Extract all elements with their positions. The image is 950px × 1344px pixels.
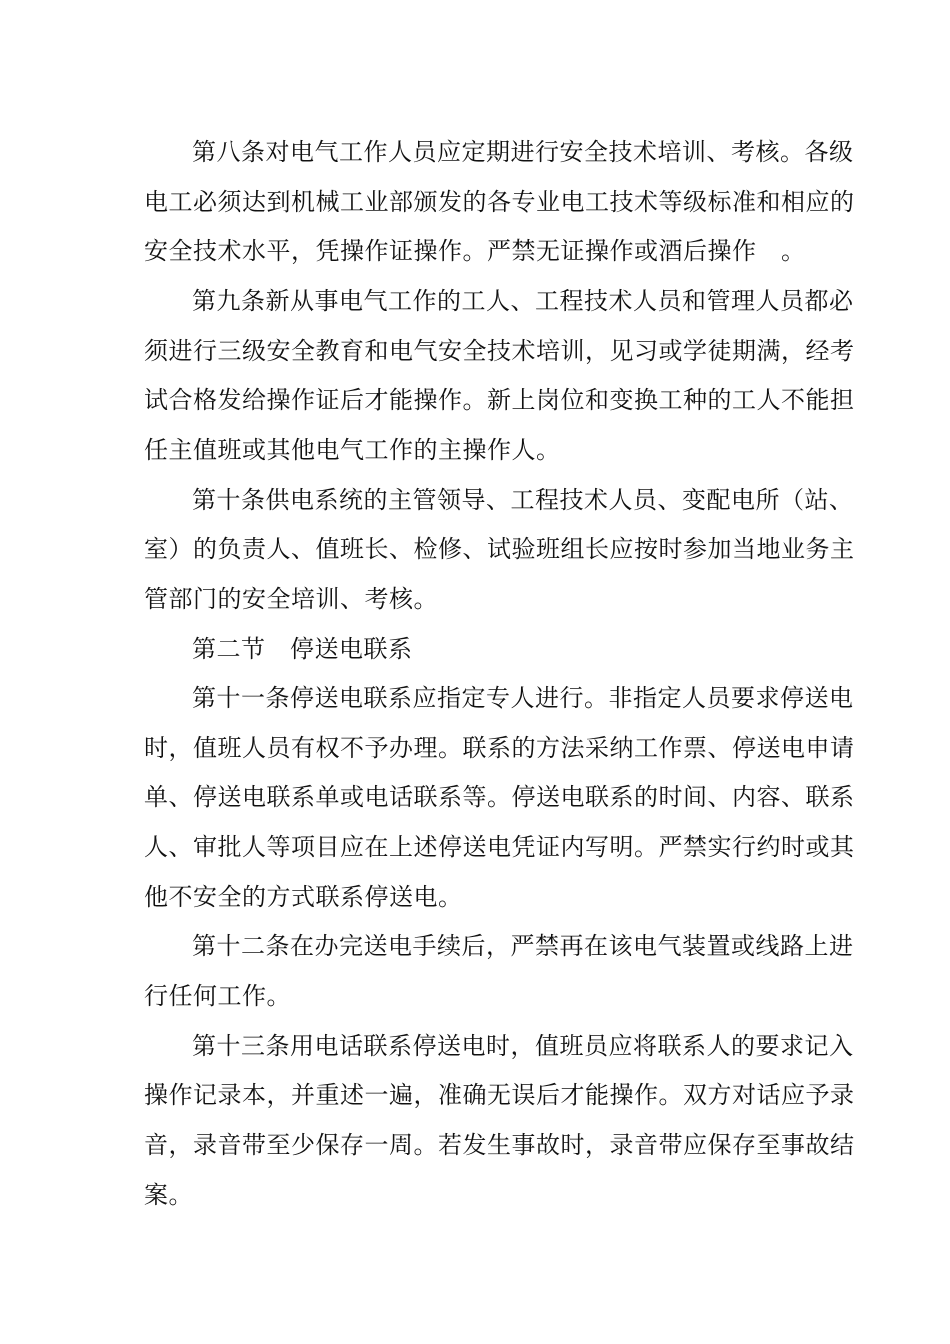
text-line: 电工必须达到机械工业部颁发的各专业电工技术等级标准和相应的: [144, 188, 855, 216]
text-line: 室）的负责人、值班长、检修、试验班组长应按时参加当地业务主: [144, 535, 855, 563]
text-line: 第十三条用电话联系停送电时，值班员应将联系人的要求记入: [192, 1032, 854, 1060]
text-line: 音，录音带至少保存一周。若发生事故时，录音带应保存至事故结: [144, 1131, 855, 1159]
text-line: 单、停送电联系单或电话联系等。停送电联系的时间、内容、联系: [144, 783, 855, 811]
text-line: 试合格发给操作证后才能操作。新上岗位和变换工种的工人不能担: [144, 386, 855, 414]
text-line: 安全技术水平，凭操作证操作。严禁无证操作或酒后操作 。: [144, 237, 806, 265]
text-line: 时，值班人员有权不予办理。联系的方法采纳工作票、停送电申请: [144, 734, 855, 762]
section-heading: 第二节 停送电联系: [192, 635, 413, 663]
text-line: 第八条对电气工作人员应定期进行安全技术培训、考核。各级: [192, 138, 854, 166]
text-line: 操作记录本，并重述一遍，准确无误后才能操作。双方对话应予录: [144, 1081, 855, 1109]
text-line: 他不安全的方式联系停送电。: [144, 883, 463, 911]
text-line: 第十条供电系统的主管领导、工程技术人员、变配电所（站、: [192, 486, 854, 514]
text-line: 人、审批人等项目应在上述停送电凭证内写明。严禁实行约时或其: [144, 833, 855, 861]
text-line: 管部门的安全培训、考核。: [144, 585, 438, 613]
text-line: 第十二条在办完送电手续后，严禁再在该电气装置或线路上进: [192, 932, 854, 960]
text-line: 任主值班或其他电气工作的主操作人。: [144, 436, 561, 464]
text-line: 行任何工作。: [144, 982, 291, 1010]
text-line: 案。: [144, 1181, 193, 1209]
text-line: 须进行三级安全教育和电气安全技术培训，见习或学徒期满，经考: [144, 337, 855, 365]
text-line: 第九条新从事电气工作的工人、工程技术人员和管理人员都必: [192, 287, 854, 315]
text-line: 第十一条停送电联系应指定专人进行。非指定人员要求停送电: [192, 684, 854, 712]
